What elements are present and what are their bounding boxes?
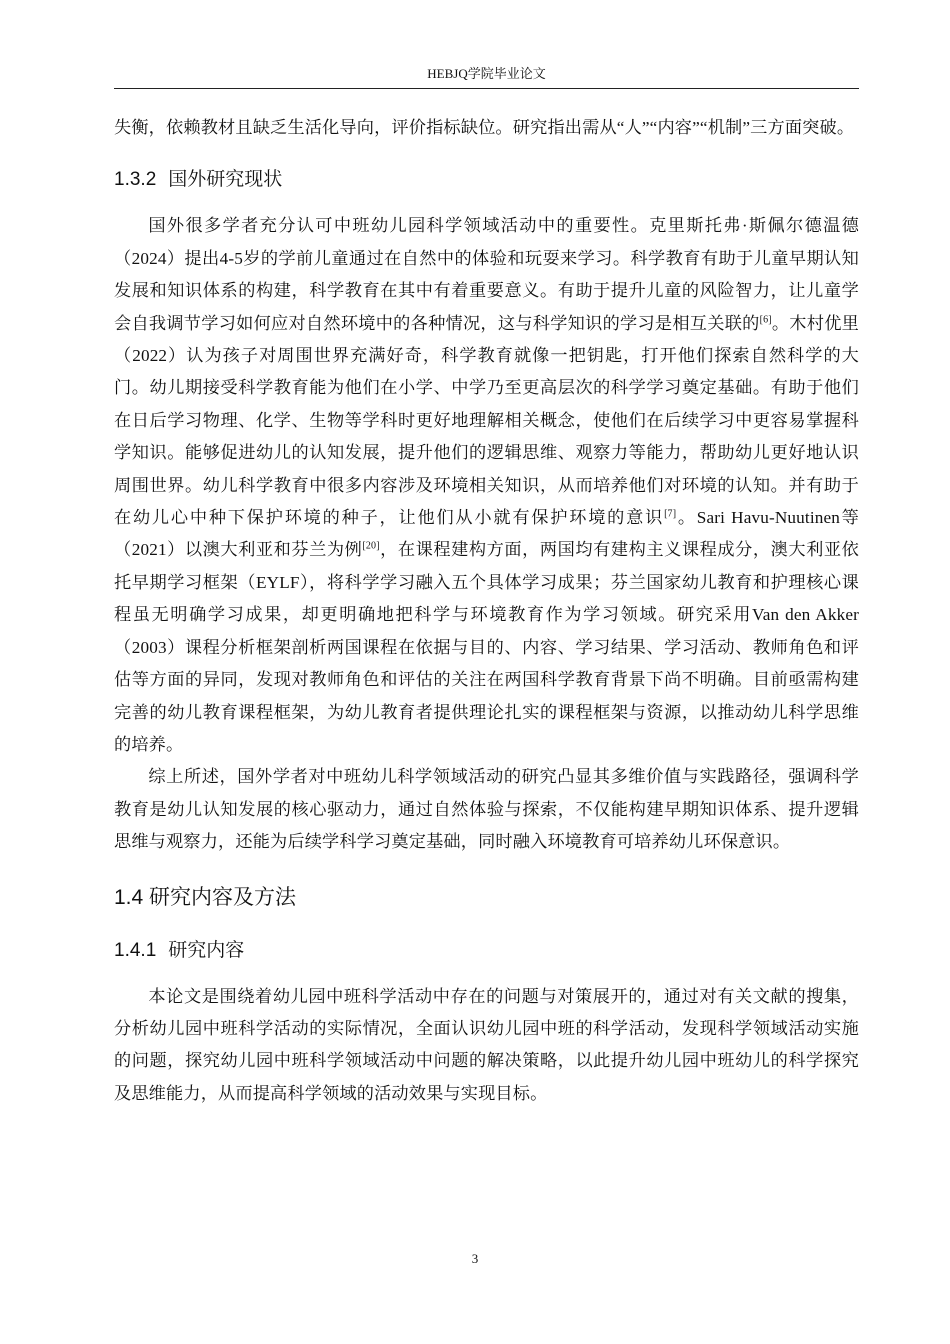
section-heading-1-4-1 xyxy=(114,937,859,965)
paragraph-research-content: 本论文是围绕着幼儿园中班科学活动中存在的问题与对策展开的，通过对有关文献的搜集，分析幼儿园中班科学活动的实际情况，全面认识幼儿园中班的科学活动，发现科学领域活动实施的问题，探究幼儿园中班科学领域活动中问题的解决策略，以此提升幼儿园中班幼儿的科学探究及思维能力，从而提高科学领域的活动效果与实现目标。 xyxy=(114,986,859,1103)
section-heading-1-3-2 xyxy=(114,166,859,194)
text-segment: 。木村优里（2022）认为孩子对周围世界充满好奇，科学教育就像一把钥匙，打开他们探索自然科学的大门。幼儿期接受科学教育能为他们在小学、中学乃至更高层次的科学学习奠定基础。有助于他们在日后学习物理、化学、生物等学科时更好地理解相关概念，使他们在后续学习中更容易掌握科学知识。能够促进幼儿的认知发展，提升他们的逻辑思维、观察力等能力，帮助幼儿更好地认识周围世界。幼儿科学教育中很多内容涉及环境相关知识，从而培养他们对环境的认知。并有助于在幼儿心中种下保护环境的种子，让他们从小就有保护环境的意识 xyxy=(114,313,859,528)
page-content xyxy=(114,112,859,1110)
citation-ref: [20] xyxy=(362,540,380,552)
section-number: 1.3.2 xyxy=(114,169,157,191)
section-title: 研究内容 xyxy=(168,939,245,961)
text-segment: 国外很多学者充分认可中班幼儿园科学领域活动中的重要性。克里斯托弗·斯佩尔德温德（2024）提出4-5岁的学前儿童通过在自然中的体验和玩耍来学习。科学教育有助于儿童早期认知发展和知识体系的构建，科学教育在其中有着重要意义。有助于提升儿童的风险智力，让儿童学会自我调节学习如何应对自然环境中的各种情况，这与科学知识的学习是相互关联的 xyxy=(114,216,859,333)
section-number: 1.4.1 xyxy=(114,939,157,961)
text-segment: 。Sari Havu-Nuutinen等（2021）以澳大利亚和芬兰为例 xyxy=(114,508,860,560)
citation-ref: [7] xyxy=(664,508,677,520)
section-title: 国外研究现状 xyxy=(168,169,283,191)
text-segment: ，在课程建构方面，两国均有建构主义课程成分，澳大利亚依托早期学习框架（EYLF），将科学学习融入五个具体学习成果；芬兰国家幼儿教育和护理核心课程虽无明确学习成果，却更明确地把科学与环境教育作为学习领域。研究采用Van den Akker（2003）课程分析框架剖析两国课程在依据与目的、内容、学习结果、学习活动、教师角色和评估等方面的异同，发现对教师角色和评估的关注在两国科学教育背景下尚不明确。目前亟需构建完善的幼儿教育课程框架，为幼儿教育者提供理论扎实的课程框架与资源，以推动幼儿科学思维的培养。 xyxy=(114,540,859,754)
page-header: HEBJQ学院毕业论文 xyxy=(114,64,859,89)
page-number: 3 xyxy=(471,1251,479,1266)
citation-ref: [6] xyxy=(759,313,772,325)
section-heading-1-4: 1.4 研究内容及方法 xyxy=(114,885,297,909)
paragraph-summary: 综上所述，国外学者对中班幼儿科学领域活动的研究凸显其多维价值与实践路径，强调科学教育是幼儿认知发展的核心驱动力，通过自然体验与探索，不仅能构建早期知识体系、提升逻辑思维与观察力，还能为后续学科学习奠定基础，同时融入环境教育可培养幼儿环保意识。 xyxy=(114,767,859,852)
paragraph-foreign-research xyxy=(114,210,859,761)
paragraph-continuation: 失衡，依赖教材且缺乏生活化导向，评价指标缺位。研究指出需从“人”“内容”“机制”三方面突破。 xyxy=(114,118,855,137)
